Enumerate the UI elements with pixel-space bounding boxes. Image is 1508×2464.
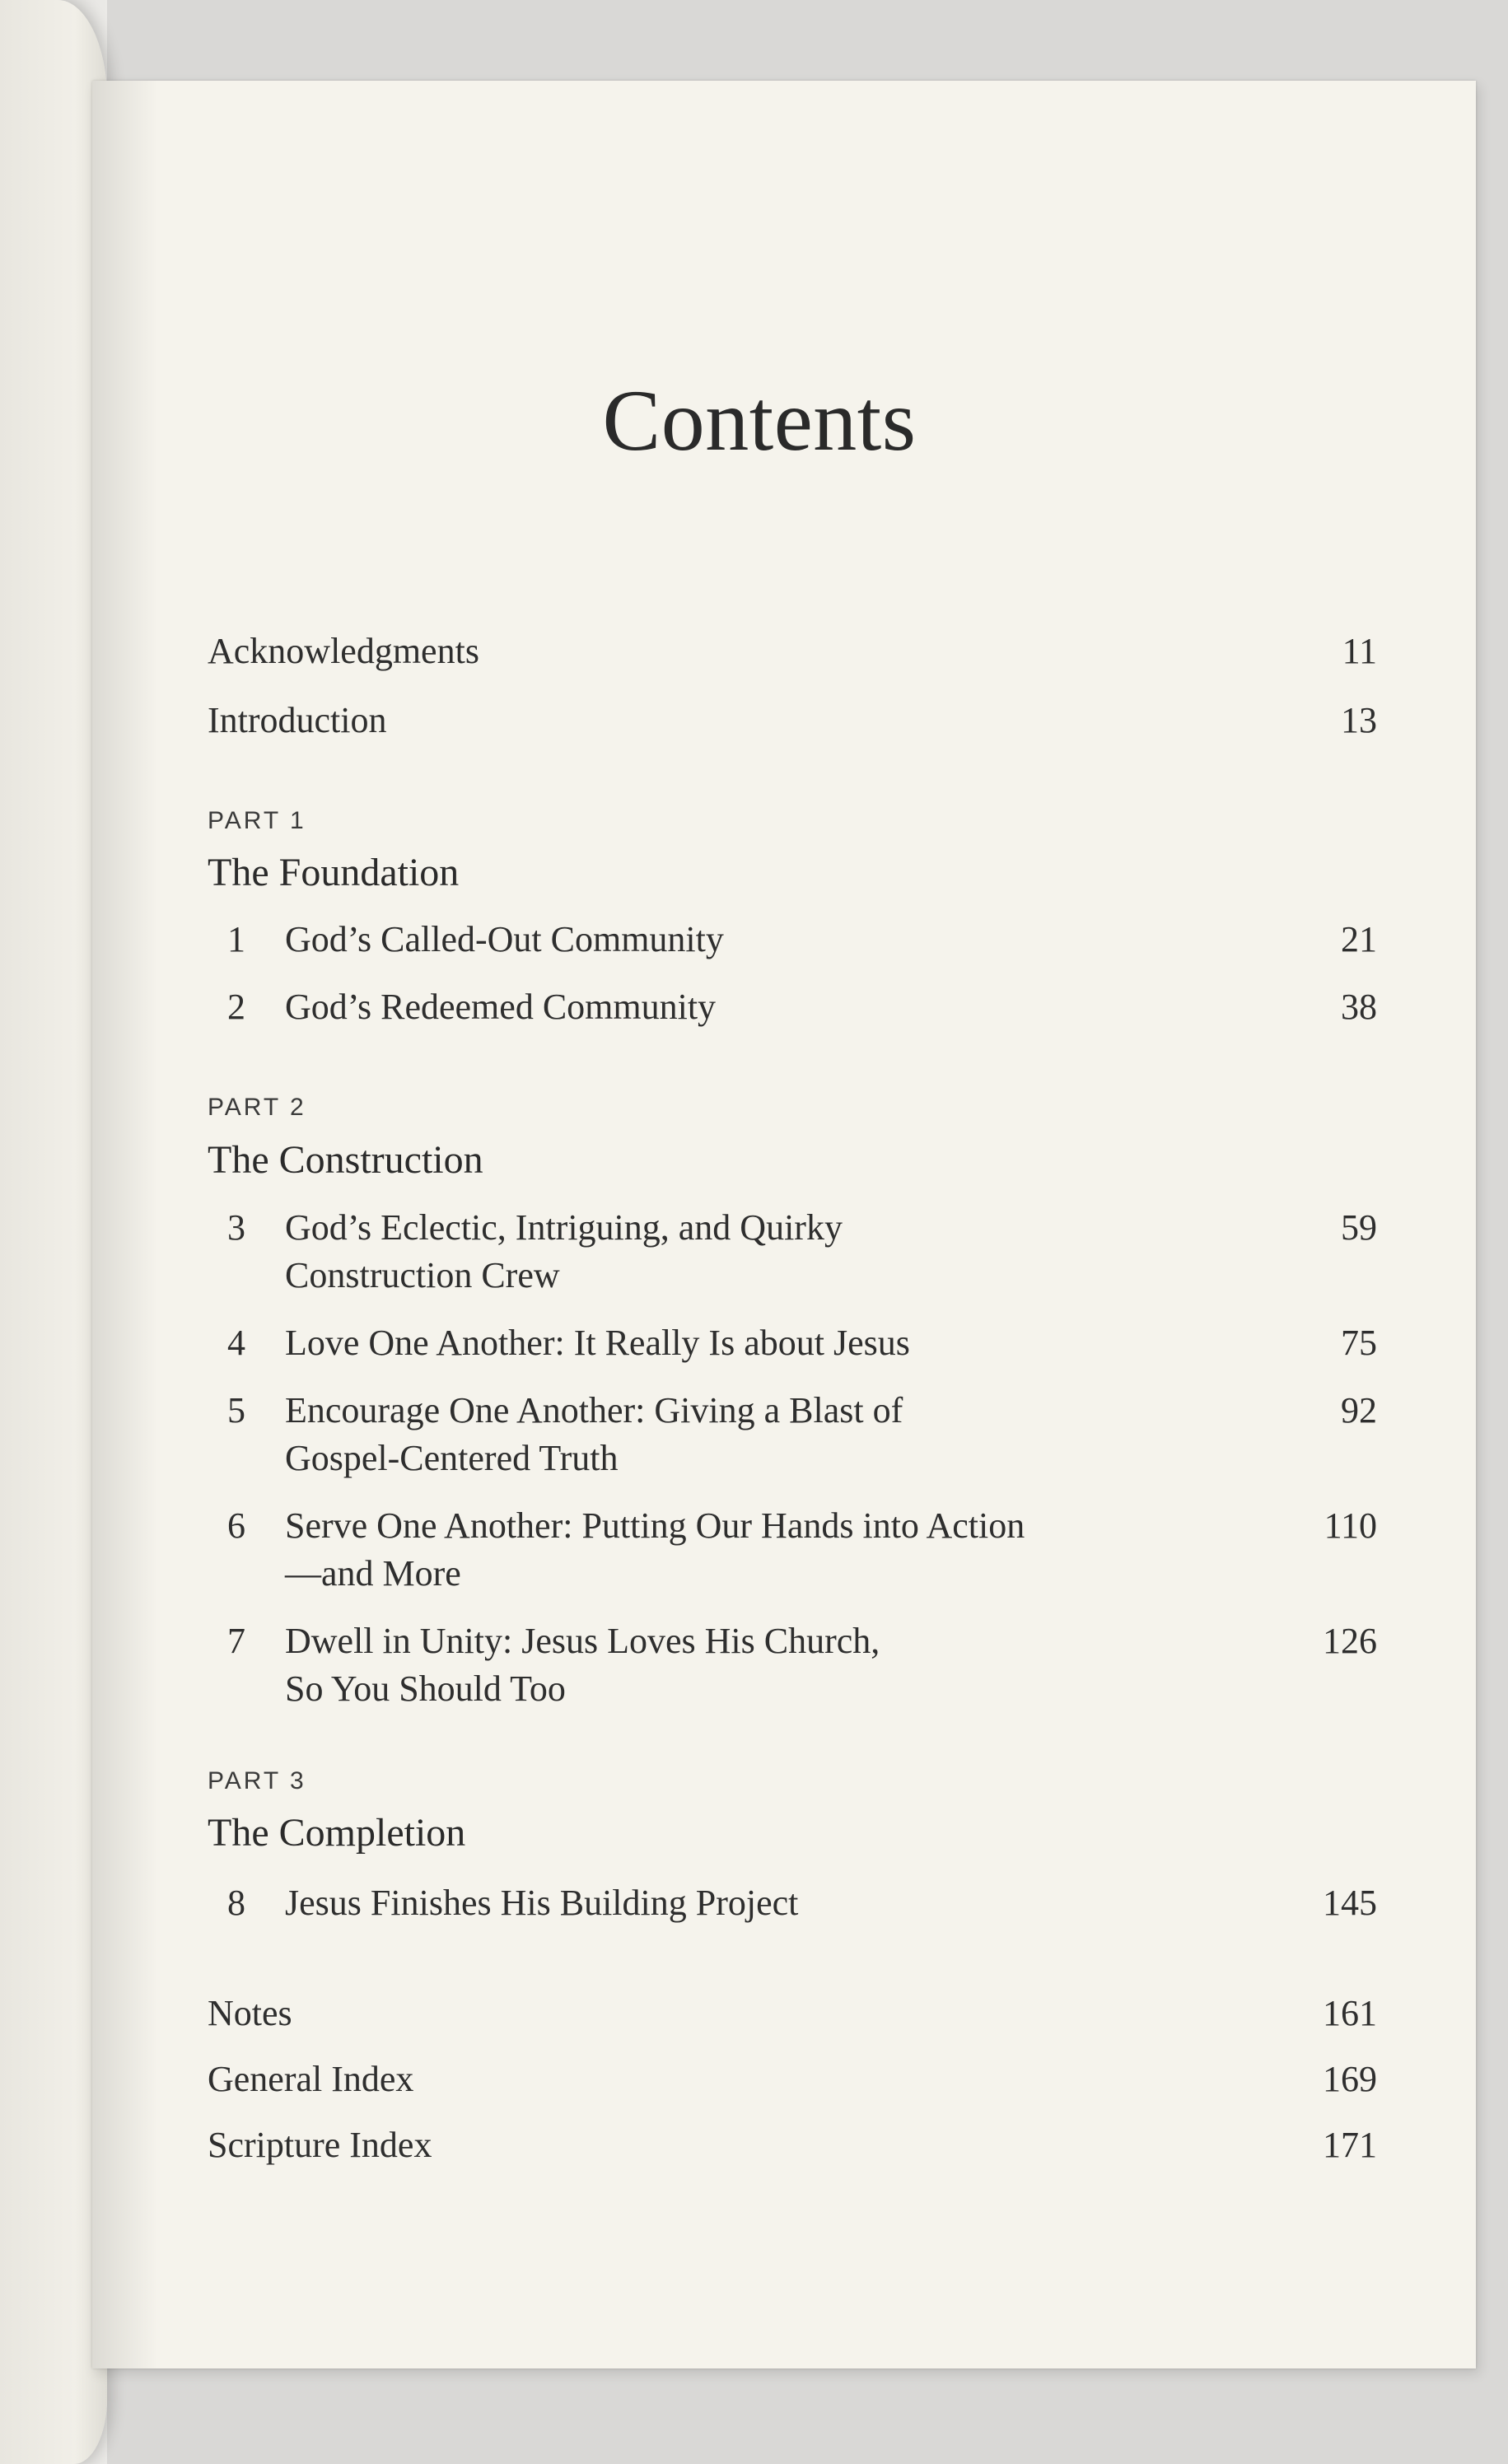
chapter-number: 1 [227,919,245,959]
toc-entry-page: 11 [1342,631,1377,671]
chapter-title-line: Love One Another: It Really Is about Jesus [285,1323,910,1363]
chapter-number: 8 [227,1883,245,1923]
part-title: The Completion [208,1811,466,1855]
toc-entry-page: 13 [1341,700,1377,740]
chapter-title-line: Jesus Finishes His Building Project [285,1883,799,1923]
toc-entry-page: 169 [1323,2059,1377,2099]
chapter-title-line: Construction Crew [285,1255,560,1295]
chapter-title-line: God’s Eclectic, Intriguing, and Quirky [285,1207,843,1248]
chapter-number: 6 [227,1505,245,1546]
part-title: The Foundation [208,851,460,894]
chapter-page: 92 [1341,1390,1377,1430]
toc-entry-label: Acknowledgments [208,631,479,671]
chapter-page: 59 [1341,1207,1377,1248]
toc-entry-page: 161 [1323,1993,1377,2033]
chapter-page: 126 [1323,1621,1377,1661]
chapter-page: 145 [1323,1883,1377,1923]
chapter-title-line: —and More [285,1553,461,1594]
chapter-title-line: Encourage One Another: Giving a Blast of [285,1390,903,1430]
chapter-number: 7 [227,1621,245,1661]
previous-page-edge [0,0,107,2464]
page-title-text: Contents [602,372,917,469]
part-label: PART 3 [208,1767,306,1794]
part-label: PART 2 [208,1094,306,1121]
toc-entry-page: 171 [1323,2125,1377,2165]
chapter-number: 4 [227,1323,245,1363]
chapter-number: 2 [227,987,245,1027]
chapter-title-line: Serve One Another: Putting Our Hands into Action [285,1505,1025,1546]
chapter-title-line: Dwell in Unity: Jesus Loves His Church, [285,1621,880,1661]
toc-entry-label: General Index [208,2059,414,2099]
chapter-title-line: So You Should Too [285,1668,566,1709]
chapter-title-line: Gospel-Centered Truth [285,1438,619,1478]
chapter-page: 21 [1341,919,1377,959]
chapter-number: 3 [227,1207,245,1248]
chapter-page: 75 [1341,1323,1377,1363]
toc-entry-label: Scripture Index [208,2125,432,2165]
chapter-page: 38 [1341,987,1377,1027]
chapter-number: 5 [227,1390,245,1430]
page-title [92,371,1476,471]
part-title: The Construction [208,1138,483,1182]
toc-entry-label: Introduction [208,700,387,740]
chapter-page: 110 [1324,1505,1377,1546]
part-label: PART 1 [208,807,306,834]
book-page [92,81,1476,2368]
toc-entry-label: Notes [208,1993,292,2033]
chapter-title-line: God’s Called-Out Community [285,919,724,959]
chapter-title-line: God’s Redeemed Community [285,987,717,1027]
